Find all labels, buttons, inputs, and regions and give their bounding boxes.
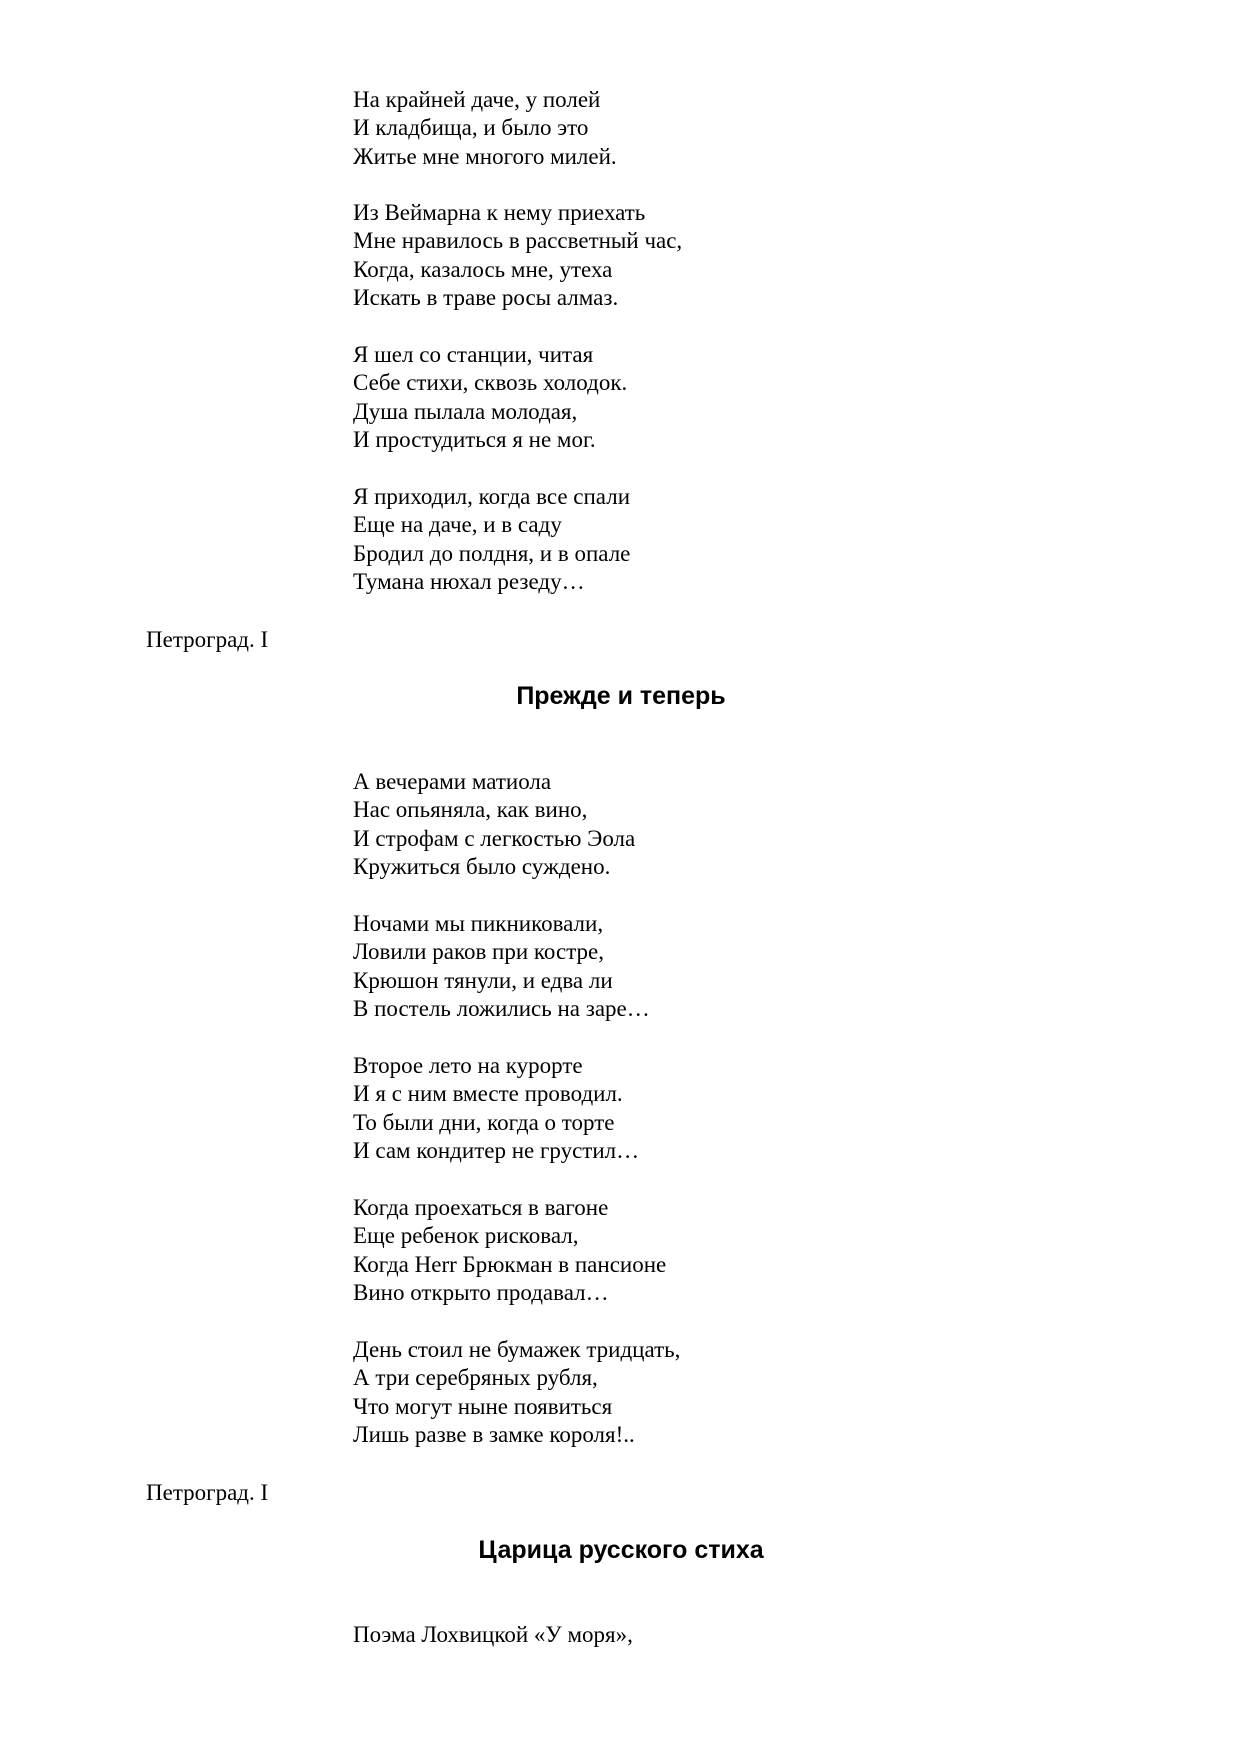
poem-line: Когда Herr Брюкман в пансионе	[353, 1251, 667, 1277]
poem-line: В постель ложились на заре…	[353, 996, 650, 1022]
poem-line: Я приходил, когда все спали	[353, 484, 630, 509]
poem-line: Вино открыто продавал…	[353, 1280, 609, 1306]
poem-line: Что могут ныне появиться	[353, 1393, 613, 1419]
poem-line: На крайней даче, у полей	[353, 87, 601, 112]
place-signature: Петроград. I	[146, 627, 269, 652]
poem-line: Искать в траве росы алмаз.	[353, 285, 619, 311]
poem-stanza	[353, 768, 635, 882]
poem-line: А три серебряных рубля,	[353, 1365, 598, 1391]
poem-line: Душа пылала молодая,	[353, 398, 578, 424]
poem-stanza	[353, 1621, 633, 1649]
poem-stanza	[353, 483, 630, 597]
poem-title: Прежде и теперь	[516, 682, 726, 710]
poem-line: Из Веймарна к нему приехать	[353, 200, 646, 225]
poem-line: И кладбища, и было это	[353, 115, 589, 141]
poem-line: Поэма Лохвицкой «У моря»,	[353, 1622, 633, 1647]
place-signature: Петроград. I	[146, 1480, 269, 1505]
poem-line: Бродил до полдня, и в опале	[353, 540, 631, 566]
poem-line: И простудиться я не мог.	[353, 427, 596, 453]
poem-line: Нас опьяняла, как вино,	[353, 797, 588, 823]
poem-line: Когда проехаться в вагоне	[353, 1195, 609, 1220]
poem-line: Еще на даче, и в саду	[353, 512, 562, 538]
poem-line: Еще ребенок рисковал,	[353, 1223, 579, 1249]
poem-line: Кружиться было суждено.	[353, 854, 611, 880]
poem-line: А вечерами матиола	[353, 769, 552, 794]
poem-line: Крюшон тянули, и едва ли	[353, 967, 613, 993]
poem-line: Тумана нюхал резеду…	[353, 569, 585, 595]
poem-line: То были дни, когда о торте	[353, 1109, 615, 1135]
poem-line: Житье мне многого милей.	[353, 143, 617, 169]
poem-stanza	[353, 910, 650, 1024]
poem-stanza	[353, 341, 627, 455]
poem-stanza	[353, 1336, 680, 1450]
poem-line: Второе лето на курорте	[353, 1053, 583, 1078]
poem-stanza	[353, 199, 682, 313]
poem-line: Себе стихи, сквозь холодок.	[353, 370, 628, 396]
poem-line: Мне нравилось в рассветный час,	[353, 228, 683, 254]
poem-line: День стоил не бумажек тридцать,	[353, 1337, 681, 1362]
poem-line: И строфам с легкостью Эола	[353, 825, 636, 851]
poem-stanza	[353, 1194, 666, 1308]
poem-stanza	[353, 1052, 639, 1166]
poem-title: Царица русского стиха	[478, 1536, 764, 1564]
poem-line: Ловили раков при костре,	[353, 939, 605, 965]
poem-line: Лишь разве в замке короля!..	[353, 1422, 635, 1448]
poem-line: Когда, казалось мне, утеха	[353, 256, 613, 282]
poem-line: Ночами мы пикниковали,	[353, 911, 604, 936]
poem-line: И сам кондитер не грустил…	[353, 1138, 640, 1164]
poem-stanza	[353, 86, 617, 171]
poem-line: И я с ним вместе проводил.	[353, 1081, 623, 1107]
poem-line: Я шел со станции, читая	[353, 342, 594, 367]
